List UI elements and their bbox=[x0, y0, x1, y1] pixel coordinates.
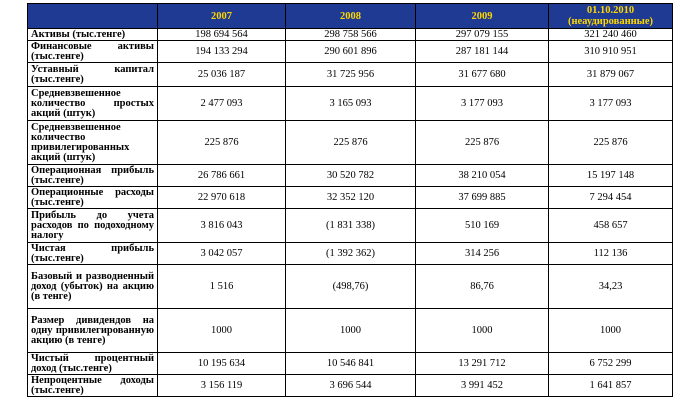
cell-value: 6 752 299 bbox=[549, 353, 673, 375]
row-label: Чистая прибыль (тыс.тенге) bbox=[28, 243, 158, 265]
cell-value: 26 786 661 bbox=[158, 165, 286, 187]
cell-value: 31 879 067 bbox=[549, 63, 673, 87]
cell-value: 3 042 057 bbox=[158, 243, 286, 265]
cell-value: 3 177 093 bbox=[549, 87, 673, 121]
header-year-2008: 2008 bbox=[286, 4, 416, 29]
cell-value: 34,23 bbox=[549, 265, 673, 309]
cell-value: 298 758 566 bbox=[286, 29, 416, 41]
table-row bbox=[28, 265, 673, 309]
cell-value: 225 876 bbox=[286, 121, 416, 165]
cell-value: 22 970 618 bbox=[158, 187, 286, 209]
row-label: Средневзвешенное количество привилегированных акций (штук) bbox=[28, 121, 158, 165]
cell-value: 2 477 093 bbox=[158, 87, 286, 121]
cell-value: 25 036 187 bbox=[158, 63, 286, 87]
cell-value: 225 876 bbox=[416, 121, 549, 165]
cell-value: 1000 bbox=[416, 309, 549, 353]
cell-value: 3 156 119 bbox=[158, 375, 286, 397]
row-label: Чистый процентный доход (тыс.тенге) bbox=[28, 353, 158, 375]
cell-value: 1 516 bbox=[158, 265, 286, 309]
table-row bbox=[28, 29, 673, 41]
header-label-cell bbox=[28, 4, 158, 29]
cell-value: 290 601 896 bbox=[286, 41, 416, 63]
cell-value: 198 694 564 bbox=[158, 29, 286, 41]
table-header-row bbox=[28, 4, 673, 29]
table-row bbox=[28, 187, 673, 209]
cell-value: 194 133 294 bbox=[158, 41, 286, 63]
table-row bbox=[28, 209, 673, 243]
cell-value: 1 641 857 bbox=[549, 375, 673, 397]
table-row bbox=[28, 353, 673, 375]
table-row bbox=[28, 309, 673, 353]
cell-value: 37 699 885 bbox=[416, 187, 549, 209]
row-label: Операционная прибыль (тыс.тенге) bbox=[28, 165, 158, 187]
table-row bbox=[28, 243, 673, 265]
row-label: Активы (тыс.тенге) bbox=[28, 29, 158, 41]
table-row bbox=[28, 375, 673, 397]
row-label: Уставный капитал (тыс.тенге) bbox=[28, 63, 158, 87]
cell-value: 1000 bbox=[158, 309, 286, 353]
cell-value: 7 294 454 bbox=[549, 187, 673, 209]
cell-value: 1000 bbox=[549, 309, 673, 353]
row-label: Размер дивидендов на одну привилегированную акцию (в тенге) bbox=[28, 309, 158, 353]
financial-indicators-table bbox=[27, 3, 673, 397]
cell-value: 3 165 093 bbox=[286, 87, 416, 121]
cell-value: 510 169 bbox=[416, 209, 549, 243]
header-unaudited-note: (неаудированные) bbox=[567, 16, 654, 27]
table-row bbox=[28, 121, 673, 165]
cell-value: (1 392 362) bbox=[286, 243, 416, 265]
row-label: Непроцентные доходы (тыс.тенге) bbox=[28, 375, 158, 397]
cell-value: 86,76 bbox=[416, 265, 549, 309]
cell-value: 225 876 bbox=[158, 121, 286, 165]
cell-value: 112 136 bbox=[549, 243, 673, 265]
cell-value: 15 197 148 bbox=[549, 165, 673, 187]
cell-value: 321 240 460 bbox=[549, 29, 673, 41]
cell-value: 30 520 782 bbox=[286, 165, 416, 187]
table-row bbox=[28, 41, 673, 63]
cell-value: 297 079 155 bbox=[416, 29, 549, 41]
cell-value: 225 876 bbox=[549, 121, 673, 165]
row-label: Прибыль до учета расходов по подоходному налогу bbox=[28, 209, 158, 243]
cell-value: 10 546 841 bbox=[286, 353, 416, 375]
header-year-2007: 2007 bbox=[158, 4, 286, 29]
cell-value: 31 725 956 bbox=[286, 63, 416, 87]
row-label: Базовый и разводненный доход (убыток) на акцию (в тенге) bbox=[28, 265, 158, 309]
cell-value: 1000 bbox=[286, 309, 416, 353]
cell-value: 3 991 452 bbox=[416, 375, 549, 397]
cell-value: 13 291 712 bbox=[416, 353, 549, 375]
cell-value: 32 352 120 bbox=[286, 187, 416, 209]
table-row bbox=[28, 165, 673, 187]
cell-value: 314 256 bbox=[416, 243, 549, 265]
table-row bbox=[28, 63, 673, 87]
cell-value: 3 816 043 bbox=[158, 209, 286, 243]
cell-value: 3 177 093 bbox=[416, 87, 549, 121]
cell-value: 10 195 634 bbox=[158, 353, 286, 375]
cell-value: 38 210 054 bbox=[416, 165, 549, 187]
table-row bbox=[28, 87, 673, 121]
header-date-2010 bbox=[549, 4, 673, 29]
cell-value: 287 181 144 bbox=[416, 41, 549, 63]
header-year-2009: 2009 bbox=[416, 4, 549, 29]
cell-value: (498,76) bbox=[286, 265, 416, 309]
row-label: Операционные расходы (тыс.тенге) bbox=[28, 187, 158, 209]
header-date-text: 01.10.2010 bbox=[586, 5, 635, 16]
row-label: Средневзвешенное количество простых акций (штук) bbox=[28, 87, 158, 121]
cell-value: 310 910 951 bbox=[549, 41, 673, 63]
cell-value: (1 831 338) bbox=[286, 209, 416, 243]
cell-value: 31 677 680 bbox=[416, 63, 549, 87]
cell-value: 458 657 bbox=[549, 209, 673, 243]
row-label: Финансовые активы (тыс.тенге) bbox=[28, 41, 158, 63]
cell-value: 3 696 544 bbox=[286, 375, 416, 397]
